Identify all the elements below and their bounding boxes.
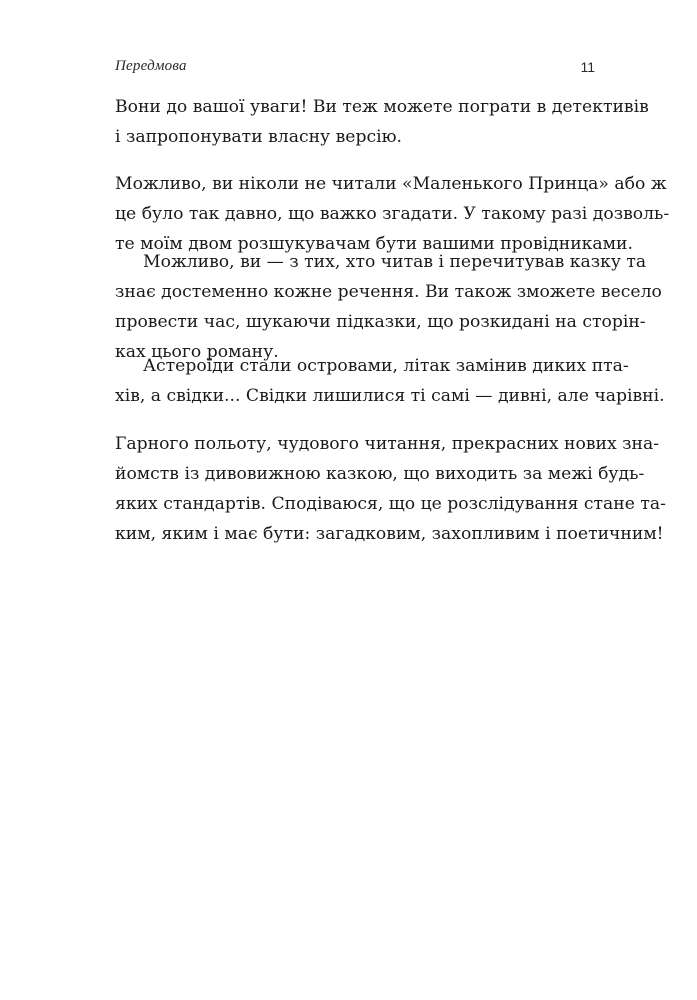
text-line: Вони до вашої уваги! Ви теж можете пограти в детективів [115,97,649,117]
text-line: хів, а свідки... Свідки лишилися ті самі — дивні, але чарівні. [115,386,665,406]
text-line: Гарного польоту, чудового читання, прекрасних нових зна- [115,434,660,454]
header-title: Передмова [115,58,187,74]
text-line: і запропонувати власну версію. [115,127,403,147]
text-line: яких стандартів. Сподіваюся, що це розслідування стане та- [115,494,666,514]
text-line: Астероїди стали островами, літак замінив диких пта- [143,356,629,376]
running-header [115,58,595,78]
text-line: знає достеменно кожне речення. Ви також зможете весело [115,282,662,302]
paragraph-5 [115,429,666,549]
paragraph-1 [115,92,649,152]
text-line: йомств із дивовижною казкою, що виходить за межі будь- [115,464,645,484]
text-line: ким, яким і має бути: загадковим, захопливим і поетичним! [115,524,664,544]
paragraph-3 [115,247,662,367]
text-line: те моїм двом розшукувачам бути вашими провідниками. [115,234,633,254]
paragraph-4 [115,351,665,411]
text-line: ках цього роману. [115,342,279,362]
text-line: Можливо, ви ніколи не читали «Маленького Принца» або ж [115,174,667,194]
page-number: 11 [580,59,595,75]
paragraph-2 [115,169,670,259]
text-line: провести час, шукаючи підказки, що розкидані на сторін- [115,312,646,332]
text-line: це було так давно, що важко згадати. У такому разі дозволь- [115,204,670,224]
text-line: Можливо, ви — з тих, хто читав і перечитував казку та [143,252,647,272]
